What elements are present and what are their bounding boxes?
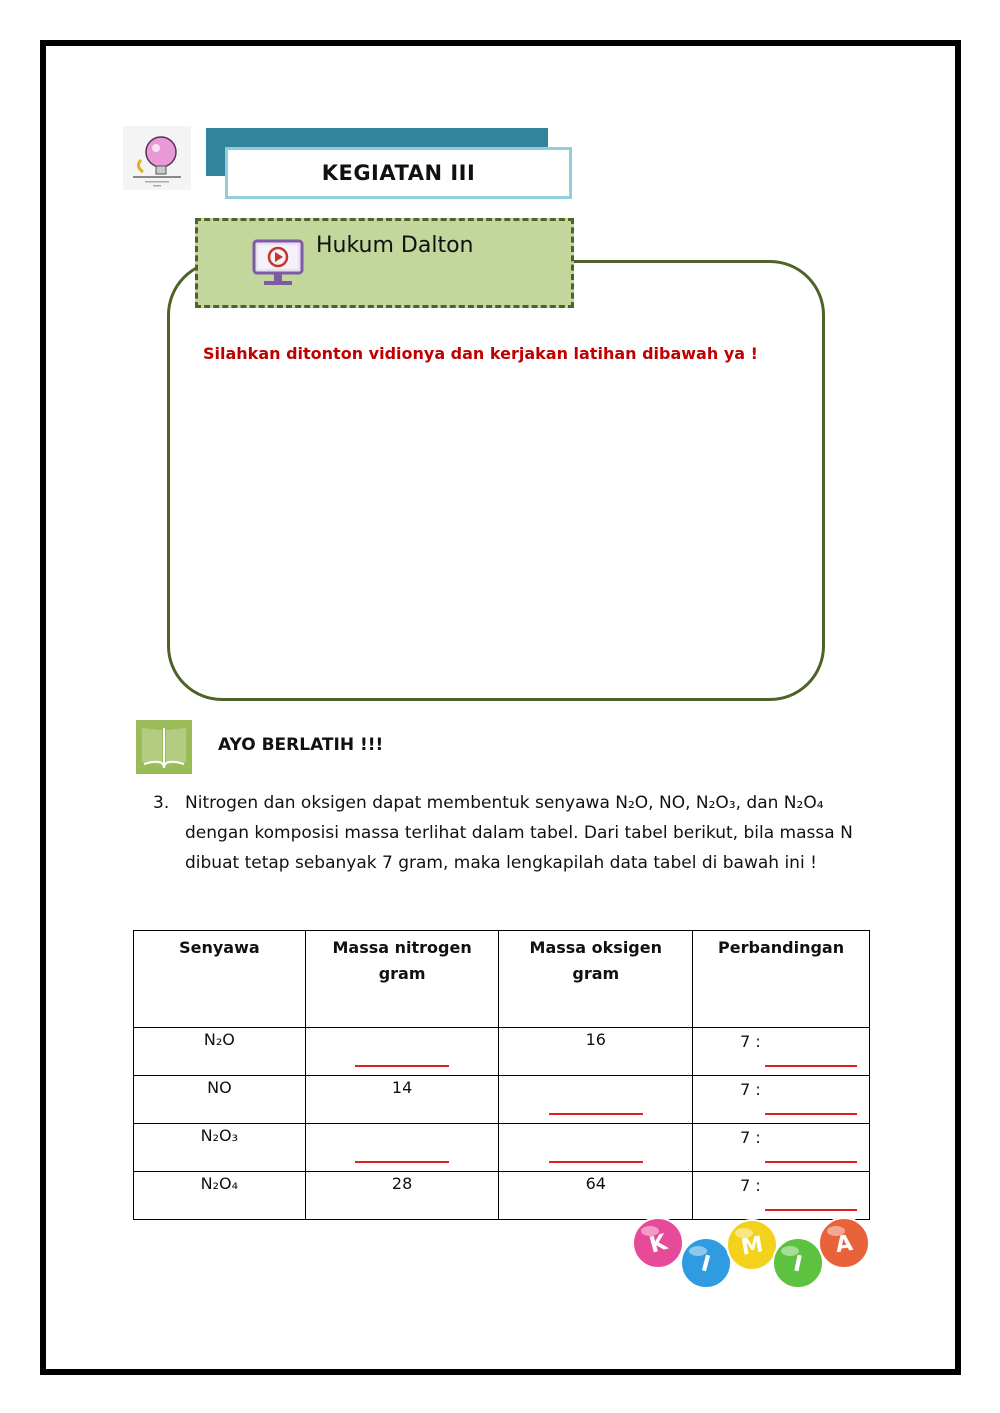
question-number: 3. bbox=[153, 793, 170, 813]
oxygen-cell[interactable] bbox=[499, 1076, 693, 1124]
kimia-letter: I bbox=[698, 1251, 713, 1278]
ratio-cell[interactable]: 7 : bbox=[693, 1076, 870, 1124]
compound-cell: N₂O₄ bbox=[134, 1172, 306, 1220]
nitrogen-cell: 28 bbox=[305, 1172, 499, 1220]
book-icon bbox=[136, 720, 192, 774]
ratio-cell[interactable]: 7 : bbox=[693, 1124, 870, 1172]
table-row bbox=[134, 1028, 870, 1076]
data-table bbox=[133, 930, 870, 1220]
answer-blank[interactable] bbox=[765, 1113, 857, 1115]
kimia-logo bbox=[630, 1215, 875, 1290]
page-title: KEGIATAN III bbox=[225, 147, 572, 199]
table-header-row bbox=[134, 931, 870, 1028]
question-text: Nitrogen dan oksigen dapat membentuk senyawa N₂O, NO, N₂O₃, dan N₂O₄ dengan komposisi massa terlihat dalam tabel. Dari tabel berikut, bila massa N dibuat tetap sebanyak 7 gram, maka lengkapilah data tabel di bawah ini ! bbox=[185, 793, 853, 873]
nitrogen-cell[interactable] bbox=[305, 1028, 499, 1076]
exercise-heading: AYO BERLATIH !!! bbox=[218, 735, 384, 755]
header-perbandingan: Perbandingan bbox=[693, 931, 870, 1028]
chemistry-logo-icon bbox=[123, 126, 191, 190]
header-massa-nitrogen: Massa nitrogen gram bbox=[305, 931, 499, 1028]
answer-blank[interactable] bbox=[765, 1209, 857, 1211]
answer-blank[interactable] bbox=[549, 1113, 643, 1115]
answer-blank[interactable] bbox=[355, 1065, 449, 1067]
topic-box bbox=[195, 218, 574, 308]
compound-cell: N₂O bbox=[134, 1028, 306, 1076]
nitrogen-cell: 14 bbox=[305, 1076, 499, 1124]
kimia-letter: K bbox=[646, 1230, 670, 1259]
oxygen-cell[interactable] bbox=[499, 1124, 693, 1172]
kimia-letter: M bbox=[739, 1232, 766, 1261]
instruction-text: Silahkan ditonton vidionya dan kerjakan latihan dibawah ya ! bbox=[203, 344, 758, 363]
table-row bbox=[134, 1076, 870, 1124]
header-massa-oksigen: Massa oksigen gram bbox=[499, 931, 693, 1028]
answer-blank[interactable] bbox=[549, 1161, 643, 1163]
nitrogen-cell[interactable] bbox=[305, 1124, 499, 1172]
topic-title: Hukum Dalton bbox=[316, 233, 474, 258]
ratio-cell[interactable]: 7 : bbox=[693, 1172, 870, 1220]
answer-blank[interactable] bbox=[355, 1161, 449, 1163]
answer-blank[interactable] bbox=[765, 1161, 857, 1163]
video-frame[interactable] bbox=[167, 260, 825, 701]
table-row bbox=[134, 1172, 870, 1220]
answer-blank[interactable] bbox=[765, 1065, 857, 1067]
oxygen-cell: 16 bbox=[499, 1028, 693, 1076]
oxygen-cell: 64 bbox=[499, 1172, 693, 1220]
kimia-letter: I bbox=[791, 1251, 805, 1278]
header-senyawa: Senyawa bbox=[134, 931, 306, 1028]
ratio-cell[interactable]: 7 : bbox=[693, 1028, 870, 1076]
compound-cell: NO bbox=[134, 1076, 306, 1124]
kimia-letter: A bbox=[834, 1230, 855, 1259]
table-row bbox=[134, 1124, 870, 1172]
compound-cell: N₂O₃ bbox=[134, 1124, 306, 1172]
monitor-play-icon bbox=[252, 237, 304, 289]
